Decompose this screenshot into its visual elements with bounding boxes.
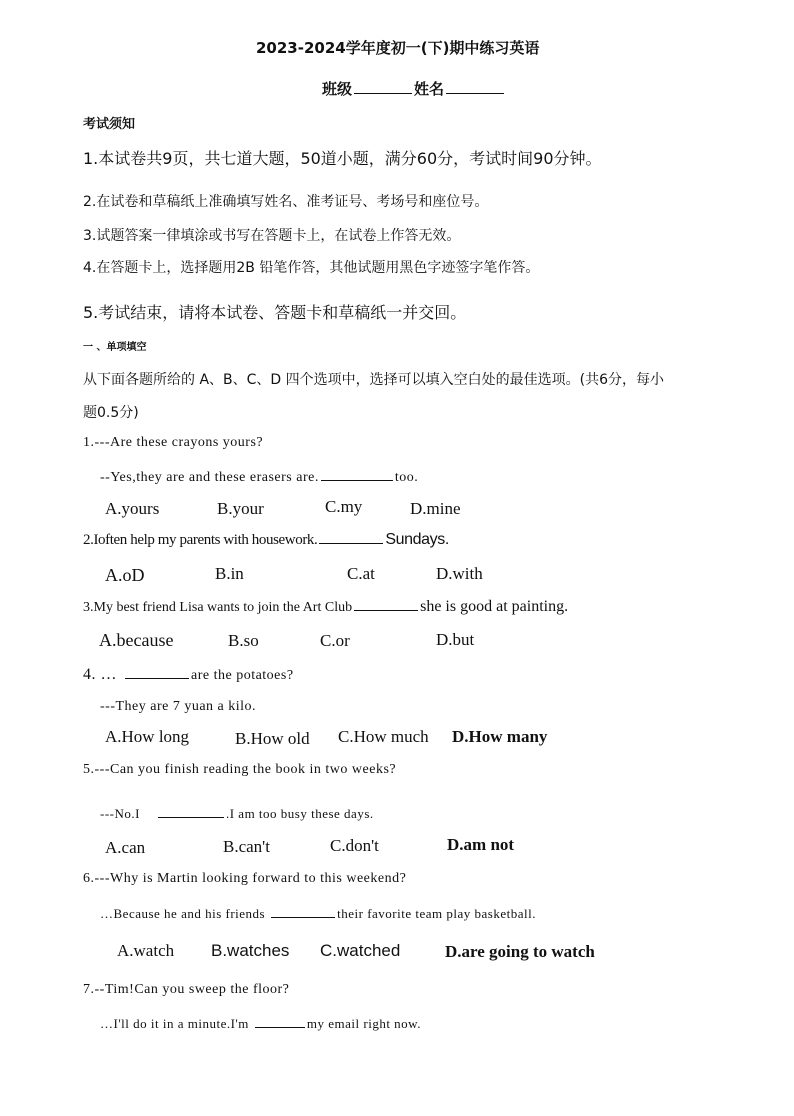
question-stem [83, 531, 449, 549]
option-c: C.watched [320, 941, 401, 960]
question-answer-line [100, 805, 374, 822]
option-b: B.How old [235, 729, 310, 748]
answer-text: --Yes,they are and these erasers are. [100, 470, 319, 485]
option-c: C.don't [330, 836, 379, 855]
option-a: A.watch [117, 941, 175, 960]
question-answer-line: ---They are 7 yuan a kilo. [100, 699, 257, 714]
page-title: 2023-2024学年度初一(下)期中练习英语 [256, 39, 540, 57]
question-stem [83, 598, 568, 616]
question-stem: 6.---Why is Martin looking forward to this weekend? [83, 871, 407, 886]
answer-text: …I'll do it in a minute.I'm [100, 1016, 249, 1031]
class-label: 班级 [322, 80, 353, 98]
answer-blank [271, 905, 335, 918]
notice-heading: 考试须知 [83, 117, 136, 132]
option-a: A.yours [105, 499, 160, 518]
notice-item: 5.考试结束，请将本试卷、答题卡和草稿纸一并交回。 [83, 303, 467, 322]
option-b: B.your [217, 499, 264, 518]
option-d: D.How many [452, 727, 548, 746]
option-b: B.in [215, 564, 244, 583]
answer-blank [158, 805, 224, 818]
answer-blank [354, 598, 418, 611]
answer-text: too. [394, 470, 419, 485]
option-a: A.can [105, 838, 146, 857]
answer-blank [125, 666, 189, 679]
question-stem: 7.--Tim!Can you sweep the floor? [83, 982, 290, 997]
question-stem: 1.---Are these crayons yours? [83, 435, 264, 450]
question-answer-line [100, 468, 418, 486]
option-b: B.can't [223, 837, 270, 856]
option-b: B.so [228, 631, 259, 650]
answer-text: my email right now. [306, 1016, 421, 1031]
option-a: A.oD [105, 565, 145, 585]
question-text: Sundays. [385, 531, 449, 548]
question-text: are the potatoes? [191, 668, 294, 683]
option-b: B.watches [211, 941, 290, 960]
option-c: C.my [325, 497, 363, 516]
question-stem: 5.---Can you finish reading the book in two weeks? [83, 762, 397, 777]
option-d: D.mine [410, 499, 461, 518]
answer-blank [319, 531, 383, 544]
answer-blank [321, 468, 393, 481]
class-name-line [322, 78, 506, 99]
question-text: 2.Ioften help my parents with housework. [83, 532, 318, 548]
section-instruction: 题0.5分) [83, 405, 139, 421]
notice-item: 2.在试卷和草稿纸上准确填写姓名、准考证号、考场号和座位号。 [83, 194, 489, 210]
name-blank [446, 81, 504, 94]
notice-item: 1.本试卷共9页，共七道大题，50道小题，满分60分，考试时间90分钟。 [83, 149, 602, 168]
question-stem [83, 666, 294, 684]
option-a: A.How long [105, 727, 190, 746]
answer-blank [255, 1015, 305, 1028]
option-a: A.because [99, 630, 174, 650]
option-d: D.but [436, 630, 475, 649]
option-d: D.are going to watch [445, 942, 595, 961]
option-d: D.am not [447, 835, 515, 854]
question-answer-line [100, 905, 536, 922]
question-answer-line [100, 1015, 421, 1032]
answer-text: …Because he and his friends [100, 906, 266, 921]
section-instruction: 从下面各题所给的 A、B、C、D 四个选项中，选择可以填入空白处的最佳选项。(共6分，每小 [83, 372, 665, 388]
section-heading: 一 、单项填空 [83, 342, 147, 353]
option-d: D.with [436, 564, 483, 583]
answer-text: .I am too busy these days. [225, 806, 374, 821]
question-text: 3.My best friend Lisa wants to join the Art Club [83, 600, 353, 615]
name-label: 姓名 [414, 80, 445, 98]
question-text: 4. … [83, 666, 117, 683]
option-c: C.How much [338, 727, 429, 746]
option-c: C.at [347, 564, 375, 583]
option-c: C.or [320, 631, 350, 650]
notice-item: 4.在答题卡上，选择题用2B 铅笔作答，其他试题用黑色字迹签字笔作答。 [83, 260, 540, 276]
question-text: she is good at painting. [420, 598, 569, 615]
answer-text: ---No.I [100, 806, 140, 821]
answer-text: their favorite team play basketball. [337, 906, 536, 921]
class-blank [354, 81, 412, 94]
notice-item: 3.试题答案一律填涂或书写在答题卡上，在试卷上作答无效。 [83, 228, 461, 244]
